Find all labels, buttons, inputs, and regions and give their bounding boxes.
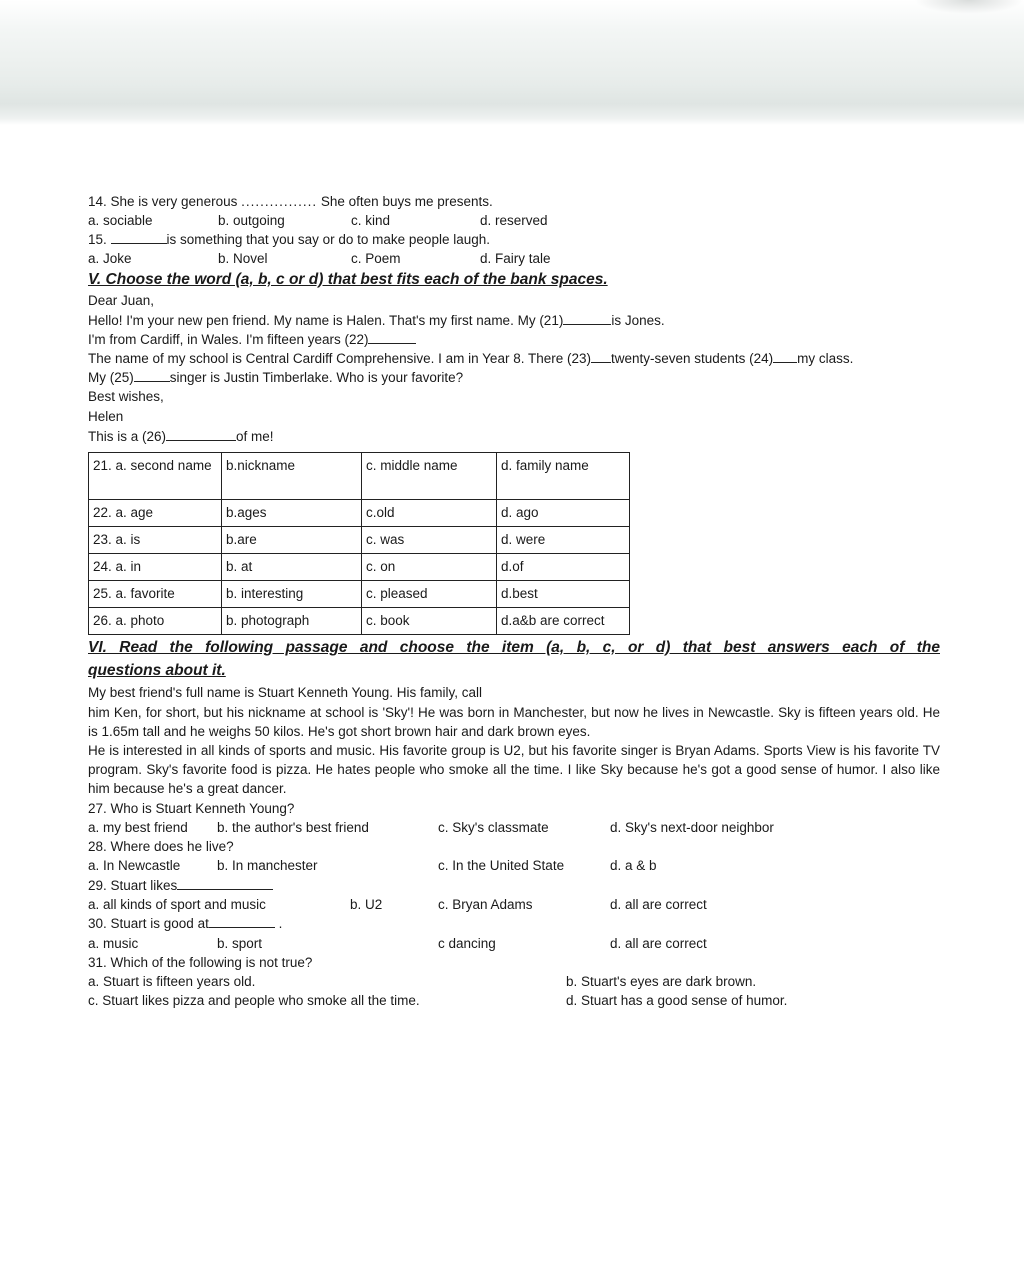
option-c: c. Bryan Adams — [438, 897, 533, 912]
table-row — [89, 500, 630, 527]
passage-paragraph-1: him Ken, for short, but his nickname at school is 'Sky'! He was born in Manchester, but now he lives in Newcastle. Sky is fifteen years old. He is 1.65m tall and he weighs 50 kilos. He's got short brown hair and dark brown eyes. — [88, 705, 940, 739]
answer-blank-29[interactable] — [177, 876, 273, 890]
answer-blank-22[interactable] — [368, 330, 416, 344]
passage-line-1: My best friend's full name is Stuart Kenneth Young. His family, call — [88, 685, 483, 700]
option-b: b. Novel — [218, 251, 268, 266]
option-c: c. Poem — [351, 251, 401, 266]
answer-blank[interactable] — [111, 230, 167, 244]
table-cell: b.ages — [222, 500, 362, 527]
table-cell: 24. a. in — [89, 554, 222, 581]
section-6-heading-continued: questions about it. — [88, 662, 226, 679]
option-a: a. In Newcastle — [88, 858, 181, 873]
option-c: c. kind — [351, 213, 391, 228]
question-14-stem: 14. She is very generous ................ She often buys me presents. — [88, 194, 493, 209]
options-table — [88, 452, 630, 635]
table-cell: d.of — [497, 554, 630, 581]
question-28-stem: 28. Where does he live? — [88, 839, 234, 854]
table-cell: d. ago — [497, 500, 630, 527]
table-cell: c. book — [362, 608, 497, 635]
section-5-heading: V. Choose the word (a, b, c or d) that best fits each of the bank spaces. — [88, 271, 608, 288]
letter-line-2: I'm from Cardiff, in Wales. I'm fifteen years (22) — [88, 330, 416, 349]
question-15-stem: 15. is something that you say or do to make people laugh. — [88, 232, 490, 247]
option-d: d. Sky's next-door neighbor — [610, 820, 774, 835]
letter-line-4: My (25) singer is Justin Timberlake. Who is your favorite? — [88, 370, 464, 385]
table-row — [89, 554, 630, 581]
option-b: b. outgoing — [218, 213, 285, 228]
option-a: a. Stuart is fifteen years old. — [88, 974, 256, 989]
option-b: b. sport — [217, 936, 263, 951]
option-c: c. In the United State — [438, 858, 565, 873]
option-a: a. my best friend — [88, 820, 188, 835]
table-cell: 21. a. second name — [89, 453, 222, 500]
letter-closing: Best wishes, — [88, 389, 164, 404]
table-row — [89, 527, 630, 554]
option-d: d. Fairy tale — [480, 251, 551, 266]
table-row — [89, 453, 630, 500]
table-cell: c. was — [362, 527, 497, 554]
table-cell: c.old — [362, 500, 497, 527]
option-c: c. Sky's classmate — [438, 820, 549, 835]
option-b: b. Stuart's eyes are dark brown. — [566, 974, 757, 989]
table-cell: 22. a. age — [89, 500, 222, 527]
letter-line-1: Hello! I'm your new pen friend. My name is Halen. That's my first name. My (21) is Jones. — [88, 313, 665, 328]
section-6-heading: VI. Read the following passage and choose the item (a, b, c, or d) that best answers each of the — [88, 639, 940, 656]
option-a: a. sociable — [88, 213, 153, 228]
table-cell: d. were — [497, 527, 630, 554]
option-d: d. all are correct — [610, 936, 707, 951]
answer-blank-25[interactable] — [134, 368, 170, 382]
table-cell: c. pleased — [362, 581, 497, 608]
answer-blank-24[interactable] — [773, 349, 797, 363]
table-cell: d.best — [497, 581, 630, 608]
option-a: a. all kinds of sport and music — [88, 897, 266, 912]
table-cell: b. photograph — [222, 608, 362, 635]
table-cell: c. middle name — [362, 453, 497, 500]
option-c: c. Stuart likes pizza and people who smoke all the time. — [88, 993, 420, 1008]
answer-blank-21[interactable] — [563, 311, 611, 325]
table-cell: 23. a. is — [89, 527, 222, 554]
question-27-stem: 27. Who is Stuart Kenneth Young? — [88, 801, 295, 816]
top-corner-shadow — [914, 0, 1024, 14]
table-cell: b. interesting — [222, 581, 362, 608]
letter-signature: Helen — [88, 409, 124, 424]
letter-greeting: Dear Juan, — [88, 293, 155, 308]
table-cell: d. family name — [497, 453, 630, 500]
option-a: a. music — [88, 936, 139, 951]
letter-line-5: This is a (26) of me! — [88, 429, 274, 444]
top-background-band — [0, 0, 1024, 125]
table-cell: b. at — [222, 554, 362, 581]
letter-line-3: The name of my school is Central Cardiff Comprehensive. I am in Year 8. There (23) twenty-seven students (24) my class. — [88, 351, 854, 366]
table-cell: c. on — [362, 554, 497, 581]
table-cell: 26. a. photo — [89, 608, 222, 635]
option-d: d. a & b — [610, 858, 657, 873]
question-31-stem: 31. Which of the following is not true? — [88, 955, 313, 970]
answer-blank-23[interactable] — [591, 349, 611, 363]
option-d: d. Stuart has a good sense of humor. — [566, 993, 788, 1008]
table-row — [89, 581, 630, 608]
table-cell: b.nickname — [222, 453, 362, 500]
option-c: c dancing — [438, 936, 496, 951]
passage-paragraph-2: He is interested in all kinds of sports and music. His favorite group is U2, but his favorite singer is Bryan Adams. Sports View is his favorite TV program. Sky's favorite food is pizza. He hates people who smoke all the time. I like Sky because he's got a good sense of humor. I also like him because he's a great dancer. — [88, 743, 940, 796]
table-cell: 25. a. favorite — [89, 581, 222, 608]
question-30-stem: 30. Stuart is good at . — [88, 916, 283, 931]
option-b: b. the author's best friend — [217, 820, 369, 835]
table-cell: b.are — [222, 527, 362, 554]
answer-blank-30[interactable] — [209, 914, 275, 928]
option-d: d. all are correct — [610, 897, 707, 912]
answer-blank-26[interactable] — [166, 427, 236, 441]
option-b: b. U2 — [350, 897, 383, 912]
table-cell: d.a&b are correct — [497, 608, 630, 635]
option-d: d. reserved — [480, 213, 548, 228]
option-a: a. Joke — [88, 251, 132, 266]
question-29-stem: 29. Stuart likes — [88, 876, 273, 895]
table-row — [89, 608, 630, 635]
option-b: b. In manchester — [217, 858, 318, 873]
